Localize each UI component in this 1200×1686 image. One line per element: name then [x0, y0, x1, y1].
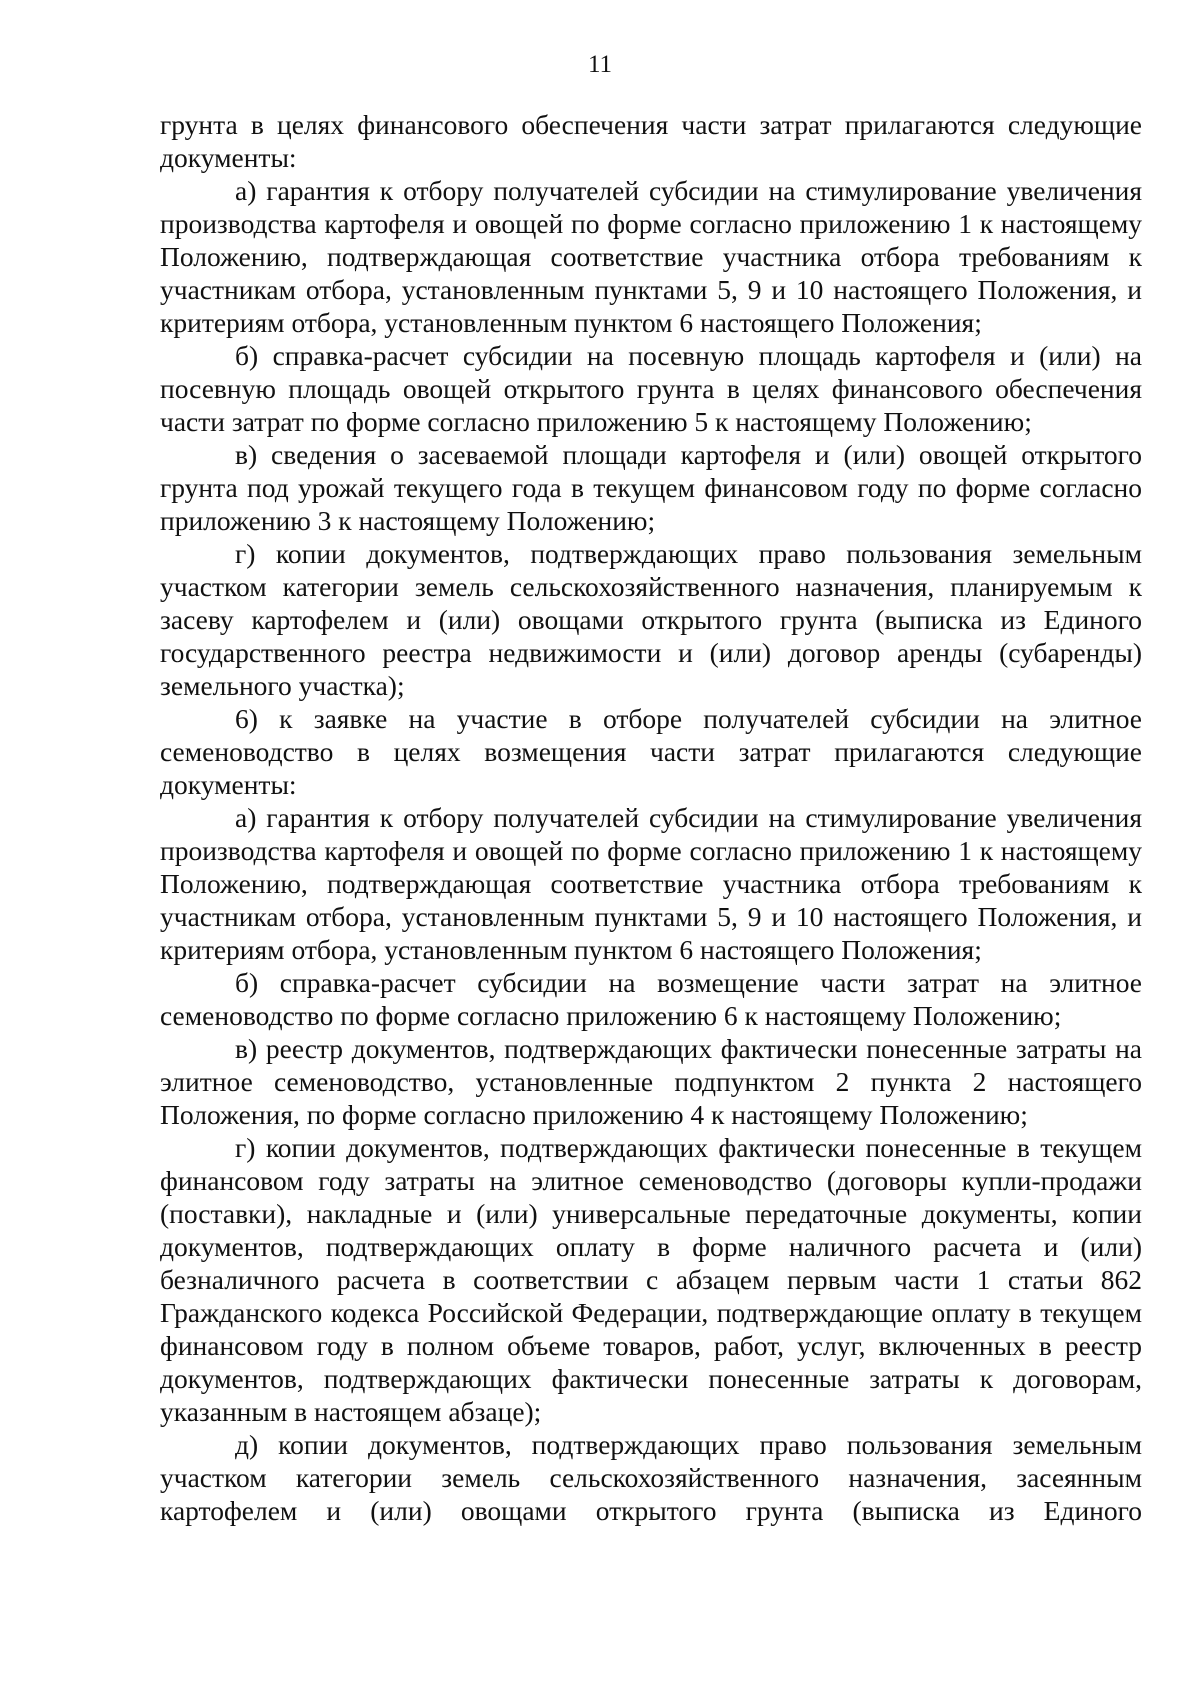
paragraph-6b: б) справка-расчет субсидии на возмещение части затрат на элитное семеноводство по форме согласно приложению 6 к настоящему Положению;	[160, 967, 1142, 1031]
paragraph-5v: в) сведения о засеваемой площади картофеля и (или) овощей открытого грунта под урожай текущего года в текущем финансовом году по форме согласно приложению 3 к настоящему Положению;	[160, 439, 1142, 536]
paragraph-5a: а) гарантия к отбору получателей субсидии на стимулирование увеличения производства картофеля и овощей по форме согласно приложению 1 к настоящему Положению, подтверждающая соответствие участника отбора требованиям к участникам отбора, установленным пунктами 5, 9 и 10 настоящего Положения, и критериям отбора, установленным пунктом 6 настоящего Положения;	[160, 175, 1142, 338]
document-body	[160, 108, 1142, 1527]
paragraph-intro: грунта в целях финансового обеспечения части затрат прилагаются следующие документы:	[160, 109, 1142, 173]
paragraph-5g: г) копии документов, подтверждающих право пользования земельным участком категории земель сельскохозяйственного назначения, планируемым к засеву картофелем и (или) овощами открытого грунта (выписка из Единого государственного реестра недвижимости и (или) договор аренды (субаренды) земельного участка);	[160, 538, 1142, 701]
page-number: 11	[587, 51, 613, 78]
paragraph-6: 6) к заявке на участие в отборе получателей субсидии на элитное семеноводство в целях возмещения части затрат прилагаются следующие документы:	[160, 703, 1142, 800]
paragraph-6d: д) копии документов, подтверждающих право пользования земельным участком категории земель сельскохозяйственного назначения, засеянным картофелем и (или) овощами открытого грунта (выписка из Единого	[160, 1429, 1142, 1526]
paragraph-6a: а) гарантия к отбору получателей субсидии на стимулирование увеличения производства картофеля и овощей по форме согласно приложению 1 к настоящему Положению, подтверждающая соответствие участника отбора требованиям к участникам отбора, установленным пунктами 5, 9 и 10 настоящего Положения, и критериям отбора, установленным пунктом 6 настоящего Положения;	[160, 802, 1142, 965]
paragraph-6g: г) копии документов, подтверждающих фактически понесенные в текущем финансовом году затраты на элитное семеноводство (договоры купли-продажи (поставки), накладные и (или) универсальные передаточные документы, копии документов, подтверждающих оплату в форме наличного расчета и (или) безналичного расчета в соответствии с абзацем первым части 1 статьи 862 Гражданского кодекса Российской Федерации, подтверждающие оплату в текущем финансовом году в полном объеме товаров, работ, услуг, включенных в реестр документов, подтверждающих фактически понесенные затраты к договорам, указанным в настоящем абзаце);	[160, 1132, 1142, 1427]
paragraph-5b: б) справка-расчет субсидии на посевную площадь картофеля и (или) на посевную площадь овощей открытого грунта в целях финансового обеспечения части затрат по форме согласно приложению 5 к настоящему Положению;	[160, 340, 1142, 437]
paragraph-6v: в) реестр документов, подтверждающих фактически понесенные затраты на элитное семеноводство, установленные подпунктом 2 пункта 2 настоящего Положения, по форме согласно приложению 4 к настоящему Положению;	[160, 1033, 1142, 1130]
